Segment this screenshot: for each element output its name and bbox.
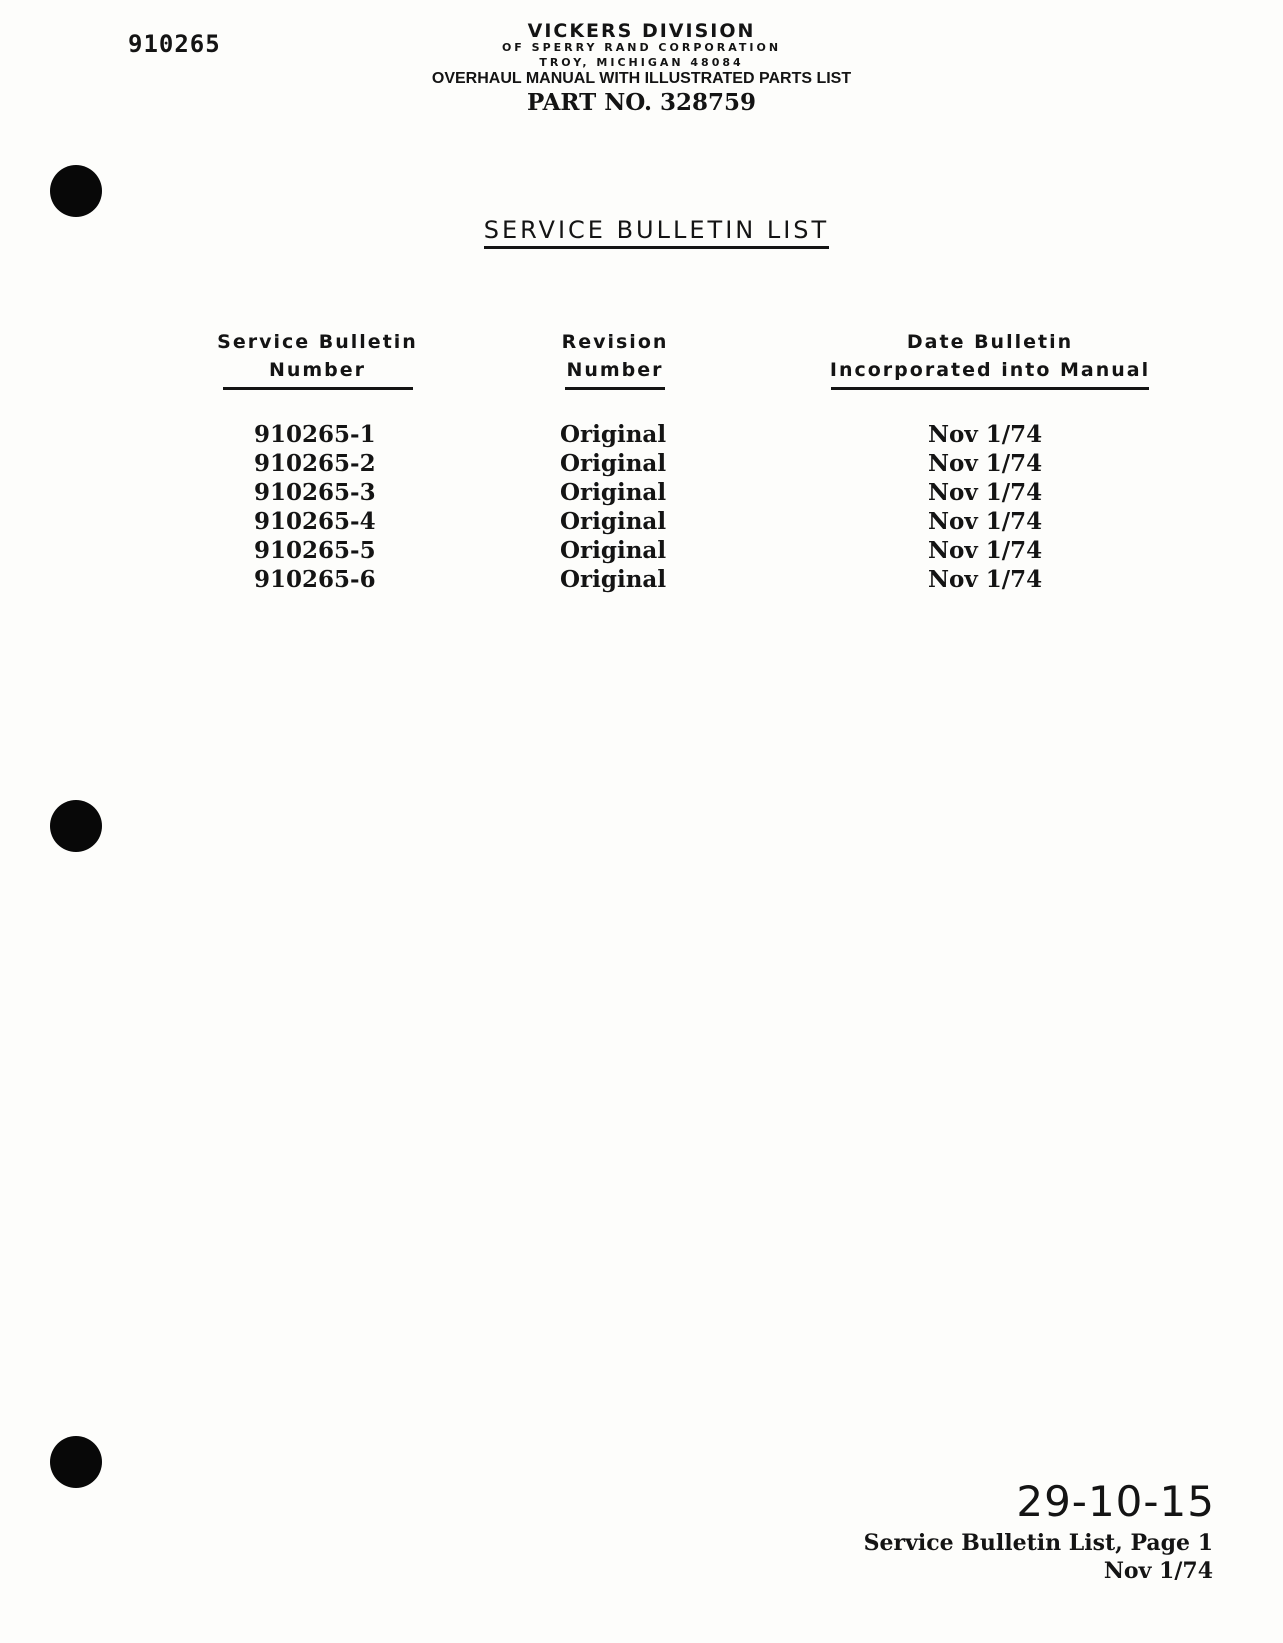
- binder-hole: [50, 1436, 102, 1488]
- bulletin-number: 910265-1: [254, 421, 376, 448]
- revision-number: Original: [560, 566, 667, 593]
- column-header-underline: [565, 387, 665, 390]
- column-header-bulletin-line2: Number: [268, 359, 367, 381]
- page-label: Service Bulletin List, Page 1: [863, 1530, 1213, 1556]
- bulletin-number: 910265-2: [254, 450, 376, 477]
- column-header-revision-line2: Number: [566, 359, 664, 381]
- date-incorporated: Nov 1/74: [928, 450, 1043, 477]
- binder-hole: [50, 800, 102, 852]
- date-incorporated: Nov 1/74: [928, 421, 1043, 448]
- header-part-number: PART NO. 328759: [526, 89, 757, 116]
- bulletin-number: 910265-4: [254, 508, 376, 535]
- column-header-date: [820, 328, 1160, 390]
- revision-number: Original: [560, 479, 667, 506]
- binder-hole: [50, 165, 102, 217]
- bulletin-number-column: [254, 420, 376, 594]
- revision-number: Original: [560, 537, 667, 564]
- column-header-underline: [223, 387, 413, 390]
- revision-number: Original: [560, 450, 667, 477]
- revision-number-column: [560, 420, 666, 594]
- column-header-bulletin-line1: Service Bulletin: [217, 331, 418, 353]
- date-incorporated-column: [928, 420, 1042, 594]
- header-manual-type: OVERHAUL MANUAL WITH ILLUSTRATED PARTS LIST: [431, 70, 852, 87]
- header-division: VICKERS DIVISION: [527, 20, 756, 42]
- date-incorporated: Nov 1/74: [928, 566, 1043, 593]
- revision-number: Original: [560, 421, 667, 448]
- column-header-revision-line1: Revision: [561, 331, 669, 353]
- column-header-underline: [831, 387, 1149, 390]
- column-header-revision: [520, 328, 710, 390]
- page-title: [0, 216, 1283, 244]
- date-incorporated: Nov 1/74: [928, 508, 1043, 535]
- page-title-text: SERVICE BULLETIN LIST: [484, 216, 829, 249]
- column-header-bulletin: [205, 328, 430, 390]
- revision-number: Original: [560, 508, 667, 535]
- bulletin-number: 910265-5: [254, 537, 376, 564]
- header-corporation: OF SPERRY RAND CORPORATION: [501, 41, 782, 54]
- chapter-code: 29-10-15: [1016, 1477, 1215, 1526]
- date-incorporated: Nov 1/74: [928, 537, 1043, 564]
- bulletin-number: 910265-3: [254, 479, 376, 506]
- date-incorporated: Nov 1/74: [928, 479, 1043, 506]
- header-location: TROY, MICHIGAN 48084: [539, 56, 744, 69]
- column-header-date-line1: Date Bulletin: [906, 331, 1074, 353]
- bulletin-number: 910265-6: [254, 566, 376, 593]
- page-date: Nov 1/74: [1103, 1558, 1213, 1584]
- document-number: 910265: [128, 30, 221, 58]
- column-header-date-line2: Incorporated into Manual: [829, 359, 1151, 381]
